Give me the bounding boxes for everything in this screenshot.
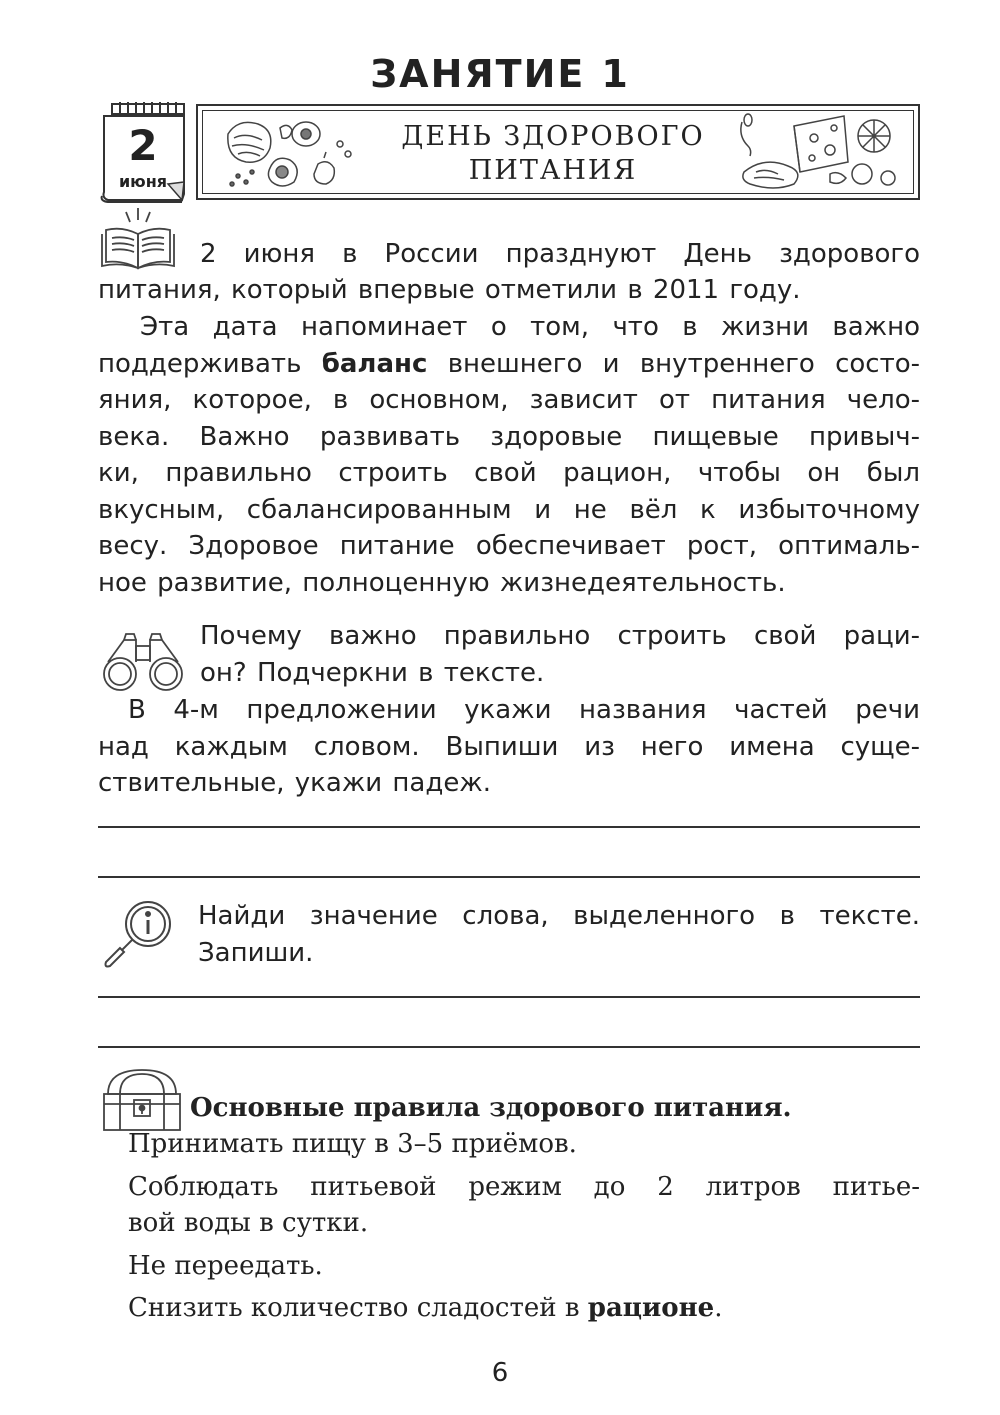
reading-paragraph-1 — [200, 236, 920, 273]
text-line: ки, правильно строить свой рацион, чтобы он был — [98, 458, 920, 488]
highlighted-word: баланс — [321, 348, 428, 379]
vegetables-icon — [218, 114, 358, 194]
magnifier-info-icon — [98, 898, 174, 970]
rule-item-with-bold: Снизить количество сладостей в рационе. — [128, 1293, 723, 1323]
text-line: вкусным, сбалансированным и не вёл к избыточному — [98, 494, 920, 525]
task-1-question — [200, 618, 920, 691]
cheese-fish-icon — [734, 112, 910, 194]
answer-line[interactable] — [98, 876, 920, 878]
binoculars-icon — [98, 632, 188, 694]
lesson-title — [0, 52, 1000, 96]
rule-item-cont: вой воды в сутки. — [128, 1208, 369, 1238]
calendar-icon — [98, 102, 190, 204]
open-book-icon — [98, 206, 178, 272]
text-line: Запиши. — [198, 937, 314, 968]
answer-line[interactable] — [98, 826, 920, 828]
text-line: В 4-м предложении укажи названия частей речи — [128, 695, 920, 725]
page-number: 6 — [491, 1358, 509, 1388]
lesson-word: ЗАНЯТИЕ — [370, 52, 586, 96]
task-1-instruction — [98, 692, 920, 802]
banner-title — [368, 120, 738, 188]
rule-item: Соблюдать питьевой режим до 2 литров питье- — [128, 1171, 920, 1202]
banner-title-line2: ПИТАНИЯ — [468, 155, 638, 186]
text-line: яния, которое, в основном, зависит от питания чело- — [98, 385, 920, 415]
calendar-month: июня — [118, 172, 168, 191]
task-2-question — [198, 898, 920, 971]
calendar-day: 2 — [128, 121, 158, 170]
text-line: ствительные, укажи падеж. — [98, 768, 491, 798]
rules-heading: Основные правила здорового питания. — [190, 1093, 792, 1123]
text-line: 2 июня в России празднуют День здорового — [200, 239, 920, 269]
highlighted-word: рационе — [587, 1293, 715, 1323]
text-line: ное развитие, полноценную жизнедеятельность. — [98, 567, 786, 598]
text-line: Найди значение слова, выделенного в тексте. — [198, 901, 920, 931]
rules-list — [128, 1126, 920, 1327]
banner-title-line1: ДЕНЬ ЗДОРОВОГО — [401, 121, 705, 152]
treasure-chest-icon — [100, 1064, 184, 1134]
rule-item: Принимать пищу в 3–5 приёмов. — [128, 1129, 577, 1159]
text-line: он? Подчеркни в тексте. — [200, 657, 545, 688]
reading-paragraph-2 — [98, 309, 920, 601]
text-line: питания, который впервые отметили в 2011 году. — [98, 275, 801, 305]
answer-line[interactable] — [98, 996, 920, 998]
reading-paragraph-1-cont — [98, 272, 920, 309]
rule-item: Не переедать. — [128, 1250, 323, 1281]
text-line-with-bold: поддерживать баланс внешнего и внутреннего состо- — [98, 348, 921, 379]
rules-title — [190, 1090, 920, 1127]
text-line: Эта дата напоминает о том, что в жизни важно — [140, 312, 920, 342]
text-line: Почему важно правильно строить свой раци- — [200, 621, 920, 651]
text-line: века. Важно развивать здоровые пищевые привыч- — [98, 421, 920, 452]
answer-line[interactable] — [98, 1046, 920, 1048]
text-line: весу. Здоровое питание обеспечивает рост, оптималь- — [98, 531, 920, 561]
topic-banner — [196, 104, 920, 200]
text-line: над каждым словом. Выпиши из него имена суще- — [98, 731, 920, 762]
lesson-number: 1 — [601, 52, 630, 96]
